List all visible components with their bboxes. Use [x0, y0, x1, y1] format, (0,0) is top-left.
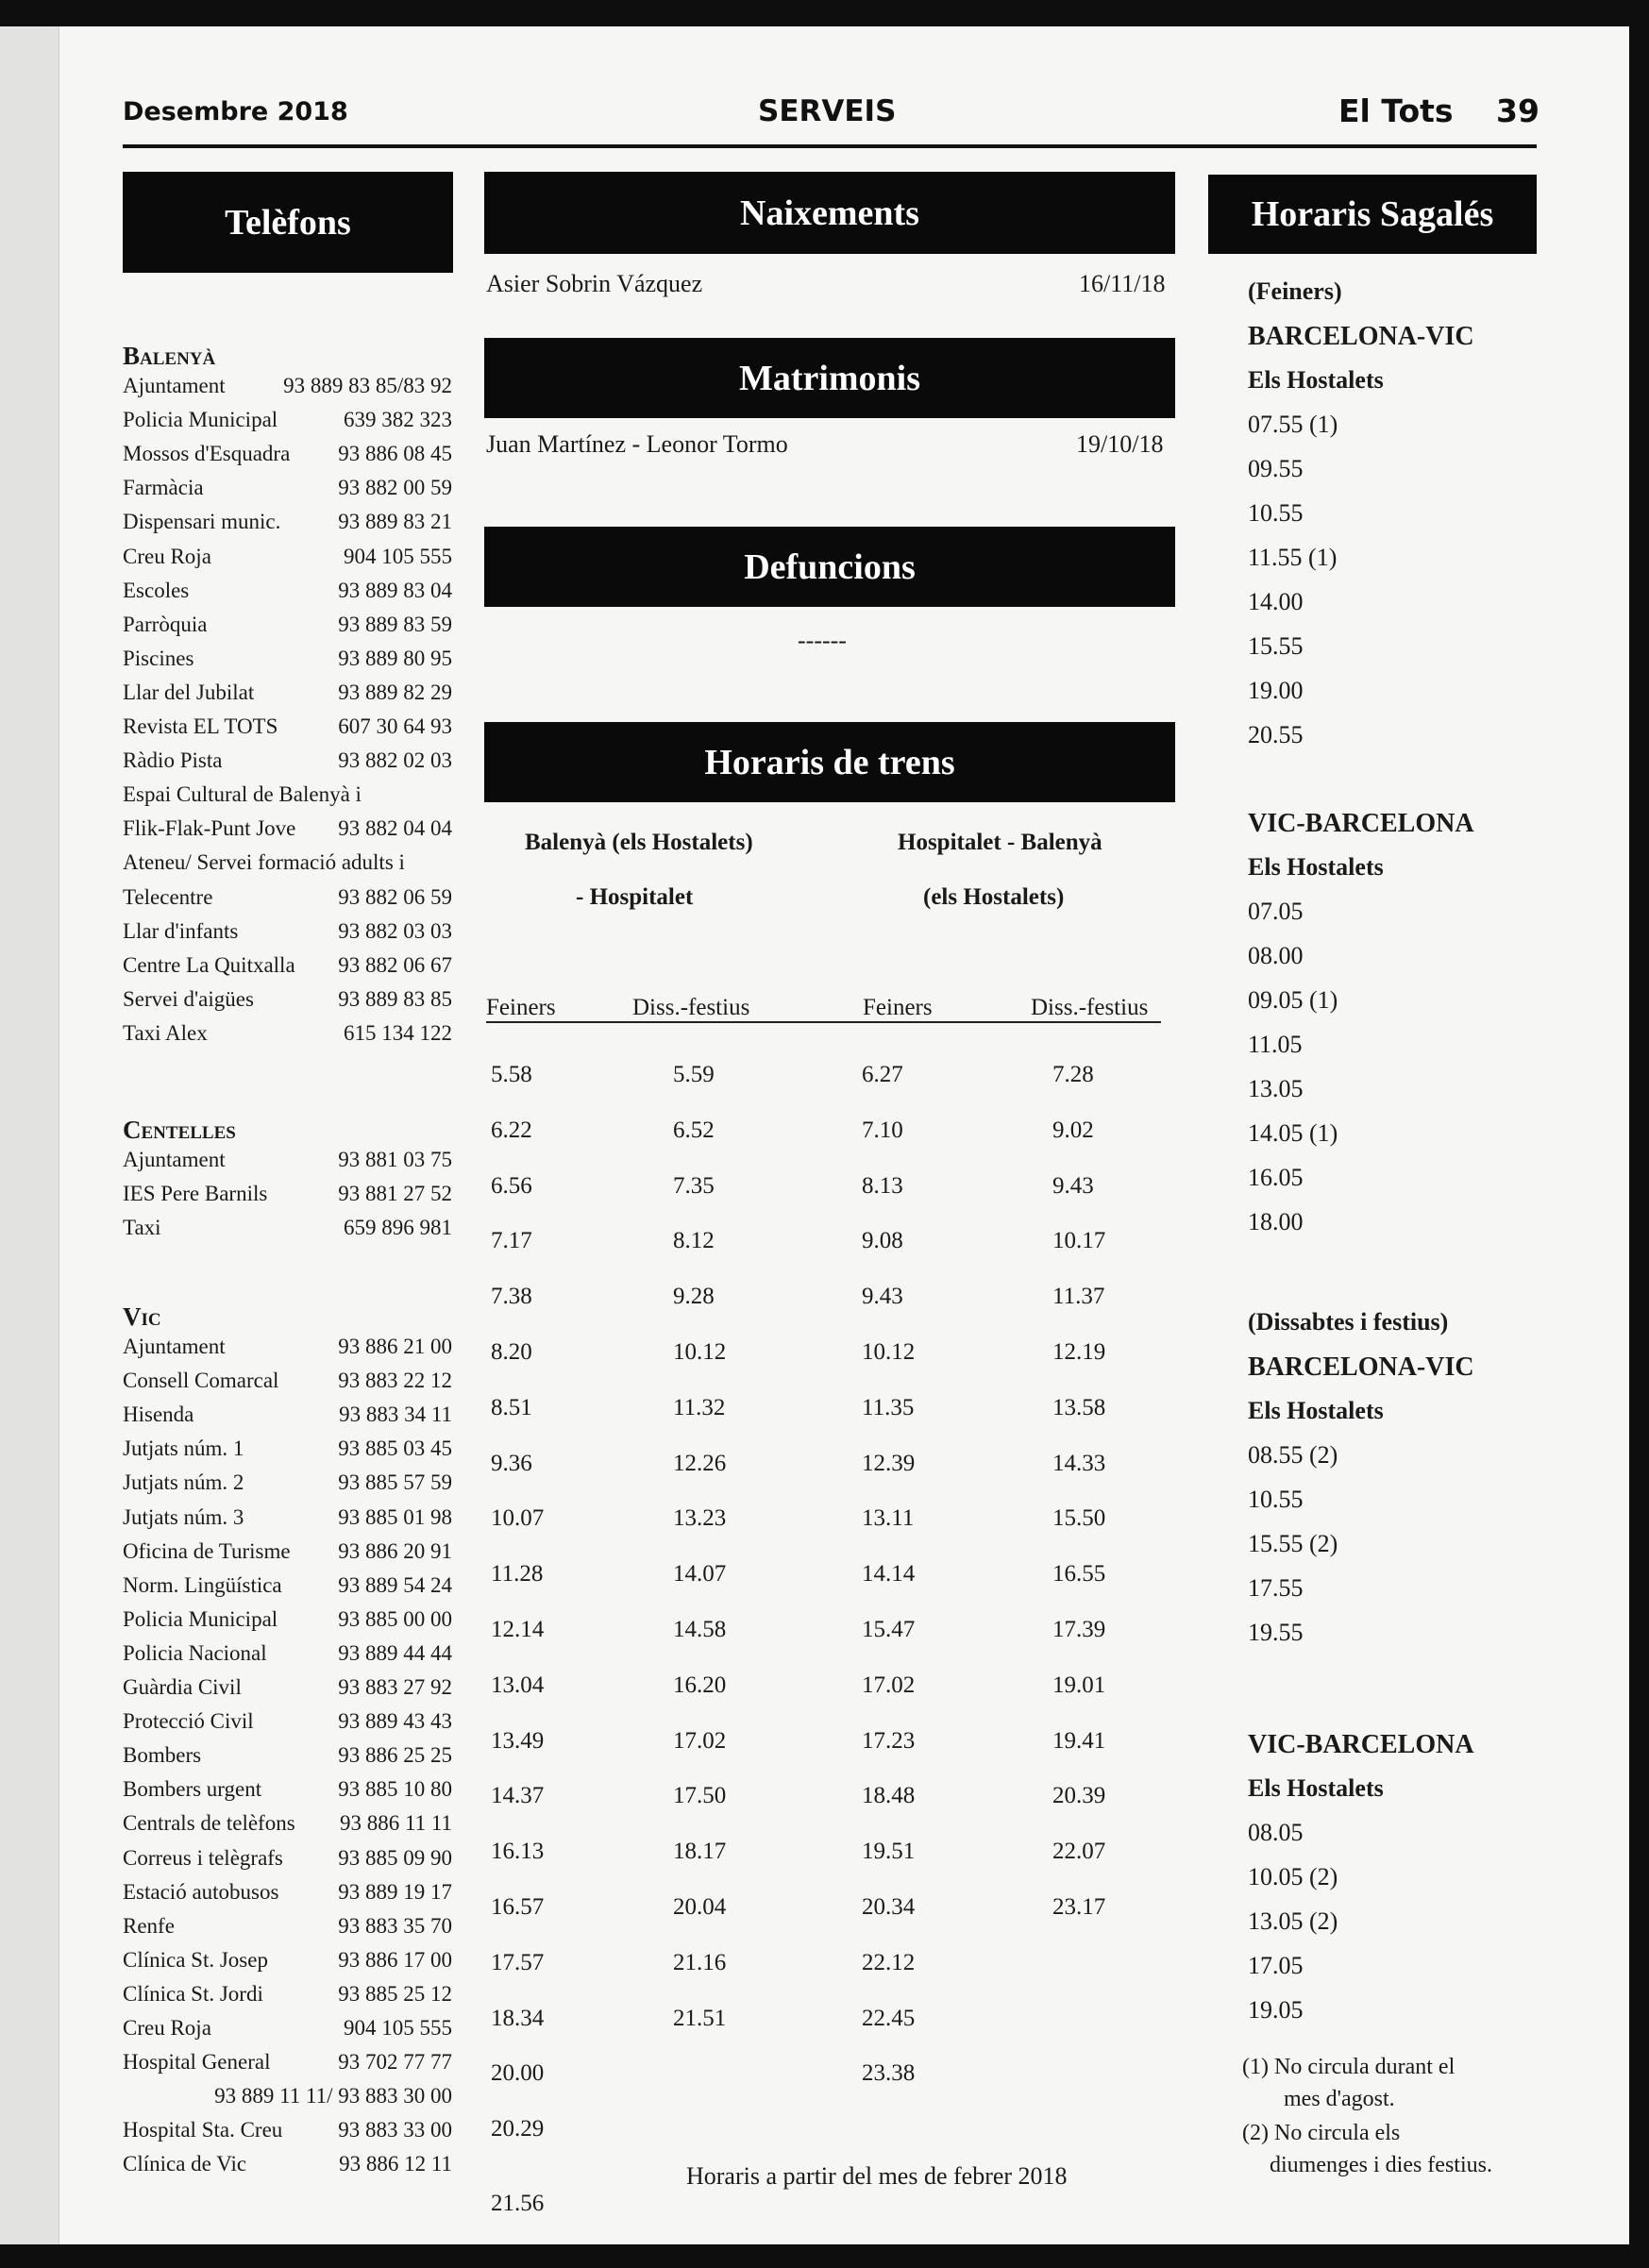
train-time: 20.04 — [673, 1894, 727, 1920]
train-time: 22.45 — [862, 2005, 916, 2031]
trens-footer: Horaris a partir del mes de febrer 2018 — [686, 2162, 1068, 2190]
group-heading: Centelles — [123, 1116, 236, 1144]
sagales-time: 08.55 (2) — [1248, 1441, 1338, 1469]
train-time: 5.59 — [673, 1062, 715, 1087]
phone-entry-name: Piscines — [123, 646, 194, 670]
train-time: 17.50 — [673, 1783, 727, 1809]
sagales-note: (2) No circula els — [1242, 2121, 1401, 2145]
trens-header-rule — [486, 1021, 1161, 1023]
group-heading: Balenyà — [123, 342, 216, 370]
phone-entry-name: Correus i telègrafs — [123, 1845, 283, 1870]
phone-entry-number: 93 885 10 80 — [338, 1777, 452, 1802]
phone-entry-number: 93 882 03 03 — [338, 918, 452, 943]
phone-entry-name: Policia Nacional — [123, 1640, 267, 1665]
matrimonis-names: Juan Martínez - Leonor Tormo — [486, 430, 788, 458]
sagales-heading: (Dissabtes i festius) — [1248, 1308, 1449, 1336]
train-time: 16.57 — [491, 1894, 545, 1920]
phone-entry-name: Policia Municipal — [123, 1606, 278, 1631]
sagales-time: 19.00 — [1248, 677, 1304, 704]
naixements-date: 16/11/18 — [1079, 270, 1166, 297]
phone-entry-number: 93 885 57 59 — [338, 1470, 452, 1495]
sagales-time: 15.55 — [1248, 632, 1304, 660]
sagales-time: 20.55 — [1248, 721, 1304, 748]
phone-entry-number: 93 883 33 00 — [338, 2118, 452, 2142]
phone-entry-name: Hisenda — [123, 1403, 194, 1427]
col-header-festius-1: Diss.-festius — [632, 995, 750, 1020]
phone-entry-name: Centre La Quitxalla — [123, 952, 295, 977]
phone-entry-number: 93 885 25 12 — [338, 1981, 452, 2006]
sagales-time: 19.55 — [1248, 1619, 1304, 1646]
train-time: 21.51 — [673, 2005, 727, 2031]
train-time: 8.20 — [491, 1339, 532, 1365]
phone-entry-name: Servei d'aigües — [123, 986, 254, 1011]
train-time: 10.12 — [862, 1339, 916, 1365]
telefons-title: Telèfons — [123, 172, 453, 273]
train-time: 9.43 — [1052, 1172, 1094, 1199]
train-time: 21.56 — [491, 2191, 545, 2216]
phone-entry-number: 93 889 80 95 — [338, 646, 452, 670]
phone-entry-name: Jutjats núm. 2 — [123, 1470, 244, 1495]
phone-entry-name: Ajuntament — [123, 1148, 226, 1171]
route2-line1: Hospitalet - Balenyà — [898, 830, 1102, 855]
phone-entry-number: 607 30 64 93 — [338, 714, 452, 738]
train-time: 14.33 — [1052, 1450, 1106, 1476]
magazine-page — [0, 26, 1629, 2244]
phone-entry-name: Creu Roja — [123, 544, 211, 568]
train-time: 20.29 — [491, 2116, 545, 2142]
sagales-time: 17.55 — [1248, 1574, 1304, 1602]
train-time: 16.13 — [491, 1839, 545, 1865]
sagales-time: 09.55 — [1248, 455, 1304, 482]
train-time: 6.27 — [862, 1062, 903, 1087]
train-time: 8.51 — [491, 1394, 532, 1420]
train-time: 17.57 — [491, 1949, 545, 1975]
phone-entry-name: Telecentre — [123, 884, 213, 909]
phone-entry-number: 93 885 00 00 — [338, 1606, 452, 1631]
route2-line2: (els Hostalets) — [923, 884, 1065, 910]
train-time: 5.58 — [491, 1062, 532, 1087]
phone-entry-number: 93 889 83 21 — [338, 510, 452, 534]
sagales-time: 13.05 — [1248, 1075, 1304, 1102]
phone-entry-number: 93 886 25 25 — [338, 1743, 452, 1768]
train-time: 7.35 — [673, 1172, 715, 1199]
phone-entry-number: 93 889 82 29 — [338, 680, 452, 704]
train-time: 13.11 — [862, 1505, 915, 1532]
train-time: 10.07 — [491, 1505, 545, 1532]
phone-entry-number: 93 889 83 85/83 92 — [283, 374, 452, 397]
sagales-time: 18.00 — [1248, 1208, 1304, 1235]
train-time: 14.37 — [491, 1783, 545, 1809]
phone-entry-name: Mossos d'Esquadra — [123, 442, 291, 466]
page-gutter — [0, 26, 59, 2244]
train-time: 10.17 — [1052, 1228, 1106, 1254]
phone-entry-number: 93 889 43 43 — [338, 1709, 452, 1734]
col-header-festius-2: Diss.-festius — [1031, 995, 1149, 1020]
train-time: 9.02 — [1052, 1117, 1094, 1143]
phone-entry-name: Consell Comarcal — [123, 1369, 279, 1393]
phone-entry-number: 904 105 555 — [344, 2016, 452, 2040]
train-time: 12.39 — [862, 1450, 916, 1476]
train-time: 17.23 — [862, 1727, 916, 1754]
sagales-route: VIC-BARCELONA — [1248, 1730, 1474, 1759]
sagales-time: 19.05 — [1248, 1996, 1304, 2024]
phone-entry-number: 659 896 981 — [344, 1216, 452, 1240]
train-time: 6.52 — [673, 1117, 715, 1143]
phone-entry-number: 93 885 01 98 — [338, 1504, 452, 1529]
phone-entry-name: Llar del Jubilat — [123, 680, 255, 704]
defuncions-title: Defuncions — [484, 527, 1175, 607]
train-time: 7.17 — [491, 1228, 532, 1254]
train-time: 11.28 — [491, 1561, 544, 1588]
phone-entry-name: Creu Roja — [123, 2016, 211, 2040]
phone-entry-number: 93 886 17 00 — [338, 1947, 452, 1972]
train-time: 9.08 — [862, 1228, 903, 1254]
train-time: 12.26 — [673, 1450, 727, 1476]
train-time: 16.55 — [1052, 1561, 1106, 1588]
sagales-time: 10.55 — [1248, 1486, 1304, 1513]
phone-entry-name: Hospital Sta. Creu — [123, 2118, 283, 2142]
sagales-time: 15.55 (2) — [1248, 1530, 1338, 1557]
phone-entry-name: Revista EL TOTS — [123, 714, 278, 738]
phone-entry-name: Dispensari munic. — [123, 510, 281, 534]
train-time: 8.13 — [862, 1172, 903, 1199]
issue-date: Desembre 2018 — [123, 97, 348, 126]
train-time: 17.02 — [862, 1672, 916, 1698]
train-time: 23.17 — [1052, 1894, 1106, 1920]
phone-entry-number: 93 886 11 11 — [339, 1811, 452, 1836]
train-time: 17.02 — [673, 1727, 727, 1754]
phone-entry-name: Flik-Flak-Punt Jove — [123, 816, 296, 841]
phone-entry-number: 93 702 77 77 — [338, 2050, 452, 2075]
phone-entry-number: 93 889 54 24 — [338, 1572, 452, 1597]
matrimonis-date: 19/10/18 — [1076, 430, 1164, 458]
phone-entry-name: Protecció Civil — [123, 1709, 254, 1734]
phone-entry-number: 93 886 20 91 — [338, 1538, 452, 1563]
train-time: 11.32 — [673, 1394, 726, 1420]
phone-entry-name: Clínica St. Jordi — [123, 1981, 263, 2006]
trens-title: Horaris de trens — [484, 722, 1175, 802]
phone-entry-name: Oficina de Turisme — [123, 1538, 291, 1563]
sagales-stop: Els Hostalets — [1248, 366, 1384, 394]
train-time: 7.28 — [1052, 1062, 1094, 1087]
train-time: 16.20 — [673, 1672, 727, 1698]
train-time: 9.43 — [862, 1284, 903, 1310]
page-number: 39 — [1496, 92, 1540, 129]
train-time: 12.19 — [1052, 1339, 1106, 1365]
route1-line2: - Hospitalet — [576, 884, 694, 910]
train-time: 14.14 — [862, 1561, 916, 1588]
sagales-stop: Els Hostalets — [1248, 853, 1384, 881]
phone-entry-number: 93 881 27 52 — [338, 1182, 452, 1206]
phone-entry-name: Policia Municipal — [123, 408, 278, 432]
sagales-note: diumenges i dies festius. — [1270, 2153, 1492, 2177]
phone-entry-name: Farmàcia — [123, 476, 204, 500]
phone-entry-number: 93 886 12 11 — [339, 2152, 452, 2176]
train-time: 22.12 — [862, 1949, 916, 1975]
train-time: 6.56 — [491, 1172, 532, 1199]
phone-entry-name: Taxi — [123, 1216, 161, 1240]
col-header-feiners-2: Feiners — [863, 995, 933, 1020]
sagales-route: BARCELONA-VIC — [1248, 1352, 1474, 1382]
section-title: SERVEIS — [758, 94, 897, 128]
sagales-time: 17.05 — [1248, 1952, 1304, 1979]
sagales-stop: Els Hostalets — [1248, 1397, 1384, 1424]
phone-entry-number: 93 889 83 59 — [338, 612, 452, 636]
phone-entry-name: Taxi Alex — [123, 1020, 208, 1045]
train-time: 17.39 — [1052, 1617, 1106, 1642]
train-time: 18.48 — [862, 1783, 916, 1809]
sagales-title: Horaris Sagalés — [1208, 175, 1537, 254]
train-time: 20.34 — [862, 1894, 916, 1920]
phone-entry-number: 93 886 21 00 — [338, 1335, 452, 1358]
phone-entry-number: 93 889 11 11/ 93 883 30 00 — [214, 2084, 452, 2108]
phone-entry-number: 93 889 83 04 — [338, 578, 452, 602]
train-time: 9.36 — [491, 1450, 532, 1476]
train-time: 14.07 — [673, 1561, 727, 1588]
train-time: 20.39 — [1052, 1783, 1106, 1809]
phone-entry-name: Centrals de telèfons — [123, 1811, 295, 1836]
phone-entry-name: Guàrdia Civil — [123, 1675, 242, 1699]
train-time: 6.22 — [491, 1117, 532, 1143]
phone-entry-number: 93 883 35 70 — [338, 1913, 452, 1938]
phone-entry-number: 93 885 09 90 — [338, 1845, 452, 1870]
publication-name: El Tots — [1338, 92, 1454, 129]
sagales-stop: Els Hostalets — [1248, 1774, 1384, 1802]
phone-entry-name: Parròquia — [123, 612, 208, 636]
phone-entry-name: Bombers — [123, 1743, 202, 1768]
train-time: 15.50 — [1052, 1505, 1106, 1532]
phone-entry-number: 93 882 04 04 — [338, 816, 452, 841]
train-time: 13.04 — [491, 1672, 545, 1698]
train-time: 18.17 — [673, 1839, 727, 1865]
phone-entry-number: 93 883 27 92 — [338, 1675, 452, 1699]
phone-entry-number: 93 886 08 45 — [338, 442, 452, 466]
phone-entry-name: Jutjats núm. 3 — [123, 1504, 244, 1529]
phone-entry-name: Bombers urgent — [123, 1777, 262, 1802]
sagales-time: 11.05 — [1248, 1031, 1303, 1058]
phone-entry-name: Clínica de Vic — [123, 2152, 247, 2176]
train-time: 19.51 — [862, 1839, 916, 1865]
naixements-title: Naixements — [484, 172, 1175, 254]
sagales-heading: (Feiners) — [1248, 277, 1342, 305]
col-header-feiners-1: Feiners — [486, 995, 556, 1020]
phone-entry-name: Jutjats núm. 1 — [123, 1436, 244, 1461]
phone-entry-number: 93 882 02 03 — [338, 748, 452, 773]
sagales-time: 09.05 (1) — [1248, 986, 1338, 1014]
train-time: 19.01 — [1052, 1672, 1106, 1698]
train-time: 13.23 — [673, 1505, 727, 1532]
matrimonis-title: Matrimonis — [484, 338, 1175, 418]
phone-entry-number: 93 889 44 44 — [338, 1640, 452, 1665]
sagales-time: 10.55 — [1248, 499, 1304, 527]
sagales-time: 14.00 — [1248, 588, 1304, 615]
sagales-time: 08.00 — [1248, 942, 1304, 969]
phone-entry-name: Renfe — [123, 1913, 175, 1938]
sagales-note: (1) No circula durant el — [1242, 2055, 1455, 2079]
sagales-time: 16.05 — [1248, 1164, 1304, 1191]
phone-entry-name: Llar d'infants — [123, 918, 239, 943]
train-time: 21.16 — [673, 1949, 727, 1975]
phone-entry-number: 93 889 19 17 — [338, 1879, 452, 1904]
group-heading: Vic — [123, 1302, 161, 1331]
sagales-time: 14.05 (1) — [1248, 1119, 1338, 1147]
train-time: 7.38 — [491, 1284, 532, 1310]
phone-entry-number: 93 881 03 75 — [338, 1148, 452, 1171]
sagales-note: mes d'agost. — [1284, 2087, 1395, 2111]
naixements-name: Asier Sobrin Vázquez — [486, 270, 703, 297]
sagales-time: 11.55 (1) — [1248, 544, 1338, 571]
sagales-time: 07.55 (1) — [1248, 411, 1338, 438]
phone-entry-number: 93 883 22 12 — [338, 1369, 452, 1393]
header-rule — [123, 144, 1537, 148]
train-time: 23.38 — [862, 2060, 916, 2087]
train-time: 8.12 — [673, 1228, 715, 1254]
phone-entry-number: 93 882 00 59 — [338, 476, 452, 500]
train-time: 19.41 — [1052, 1727, 1106, 1754]
phone-entry-name: Hospital General — [123, 2050, 271, 2075]
phone-entry-number: 93 882 06 59 — [338, 884, 452, 909]
train-time: 22.07 — [1052, 1839, 1106, 1865]
phone-entry-name: Escoles — [123, 578, 190, 602]
phone-entry-name: Espai Cultural de Balenyà i — [123, 782, 362, 807]
train-time: 15.47 — [862, 1617, 916, 1642]
sagales-route: BARCELONA-VIC — [1248, 322, 1474, 351]
phone-entry-name: Norm. Lingüística — [123, 1572, 282, 1597]
phone-entry-number: 93 885 03 45 — [338, 1436, 452, 1461]
train-time: 18.34 — [491, 2005, 545, 2031]
phone-entry-name: Ajuntament — [123, 1335, 226, 1358]
sagales-time: 13.05 (2) — [1248, 1907, 1338, 1935]
sagales-route: VIC-BARCELONA — [1248, 809, 1474, 838]
route1-line1: Balenyà (els Hostalets) — [525, 830, 753, 855]
sagales-time: 10.05 (2) — [1248, 1863, 1338, 1890]
phone-entry-number: 615 134 122 — [344, 1020, 452, 1045]
phone-entry-number: 639 382 323 — [344, 408, 452, 432]
train-time: 14.58 — [673, 1617, 727, 1642]
train-time: 11.37 — [1052, 1284, 1105, 1310]
phone-entry-number: 93 882 06 67 — [338, 952, 452, 977]
phone-entry-number: 93 883 34 11 — [339, 1403, 452, 1427]
phone-entry-name: Estació autobusos — [123, 1879, 279, 1904]
sagales-time: 07.05 — [1248, 898, 1304, 925]
train-time: 11.35 — [862, 1394, 915, 1420]
phone-entry-number: 93 889 83 85 — [338, 986, 452, 1011]
train-time: 10.12 — [673, 1339, 727, 1365]
train-time: 20.00 — [491, 2060, 545, 2087]
defuncions-text: ------ — [798, 627, 847, 654]
train-time: 9.28 — [673, 1284, 715, 1310]
phone-entry-name: Ràdio Pista — [123, 748, 223, 773]
train-time: 13.49 — [491, 1727, 545, 1754]
train-time: 13.58 — [1052, 1394, 1106, 1420]
phone-entry-name: Ajuntament — [123, 374, 226, 397]
train-time: 12.14 — [491, 1617, 545, 1642]
sagales-time: 08.05 — [1248, 1819, 1304, 1846]
phone-entry-number: 904 105 555 — [344, 544, 452, 568]
phone-entry-name: Clínica St. Josep — [123, 1947, 268, 1972]
train-time: 7.10 — [862, 1117, 903, 1143]
phone-entry-name: IES Pere Barnils — [123, 1182, 268, 1206]
phone-entry-name: Ateneu/ Servei formació adults i — [123, 850, 405, 875]
